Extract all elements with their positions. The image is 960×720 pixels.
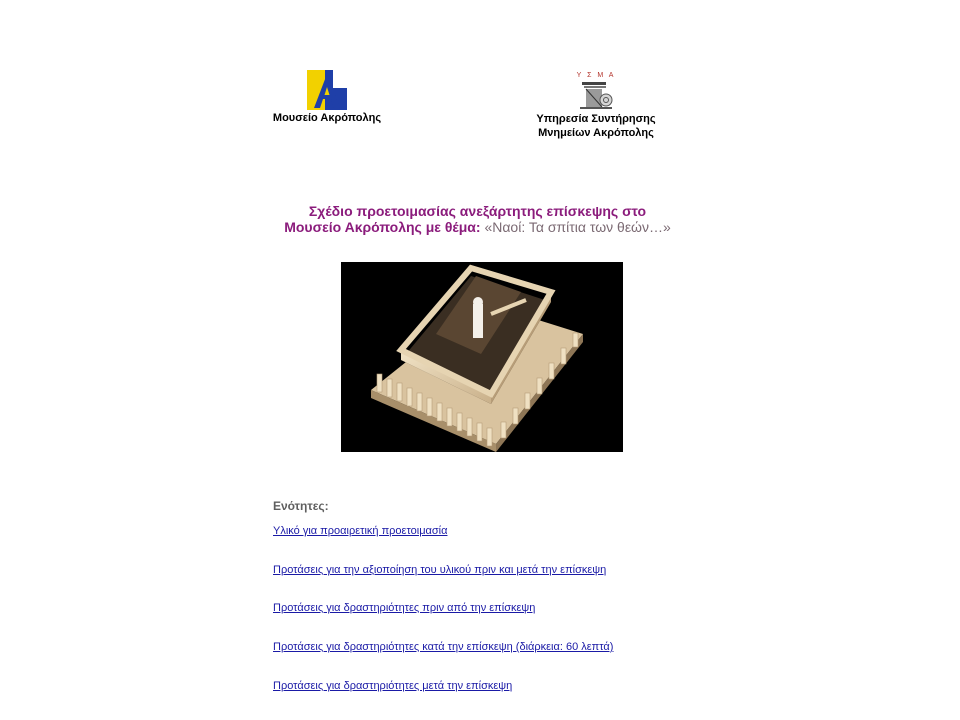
link-activities-after[interactable]: Προτάσεις για δραστηριότητες μετά την επίσκεψη (273, 680, 513, 692)
temple-model-icon (341, 262, 623, 452)
acropolis-museum-mark-icon (307, 70, 347, 110)
temple-model-image (341, 262, 623, 452)
column-capital-icon (576, 80, 616, 110)
title-theme: «Ναοί: Τα σπίτια των θεών…» (484, 219, 671, 235)
page-title (220, 203, 735, 235)
link-material-use[interactable]: Προτάσεις για την αξιοποίηση του υλικού πριν και μετά την επίσκεψη (273, 564, 607, 576)
service-caption-line2: Μνημείων Ακρόπολης (538, 127, 654, 139)
title-line1: Σχέδιο προετοιμασίας ανεξάρτητης επίσκεψης στο (308, 203, 647, 219)
service-caption-line1: Υπηρεσία Συντήρησης (536, 113, 656, 125)
title-line2-prefix: Μουσείο Ακρόπολης με θέμα: (284, 219, 481, 235)
ysma-logo (536, 72, 656, 140)
sections-label: Ενότητες: (273, 499, 329, 513)
title-line2 (220, 219, 735, 235)
link-activities-before[interactable]: Προτάσεις για δραστηριότητες πριν από την επίσκεψη (273, 602, 536, 614)
museum-caption: Μουσείο Ακρόπολης (272, 112, 382, 124)
link-optional-preparation[interactable]: Υλικό για προαιρετική προετοιμασία (273, 525, 448, 537)
acropolis-museum-logo (272, 70, 382, 125)
link-activities-during[interactable]: Προτάσεις για δραστηριότητες κατά την επίσκεψη (διάρκεια: 60 λεπτά) (273, 641, 614, 653)
ysma-acronym: Υ Σ Μ Α (576, 72, 616, 79)
